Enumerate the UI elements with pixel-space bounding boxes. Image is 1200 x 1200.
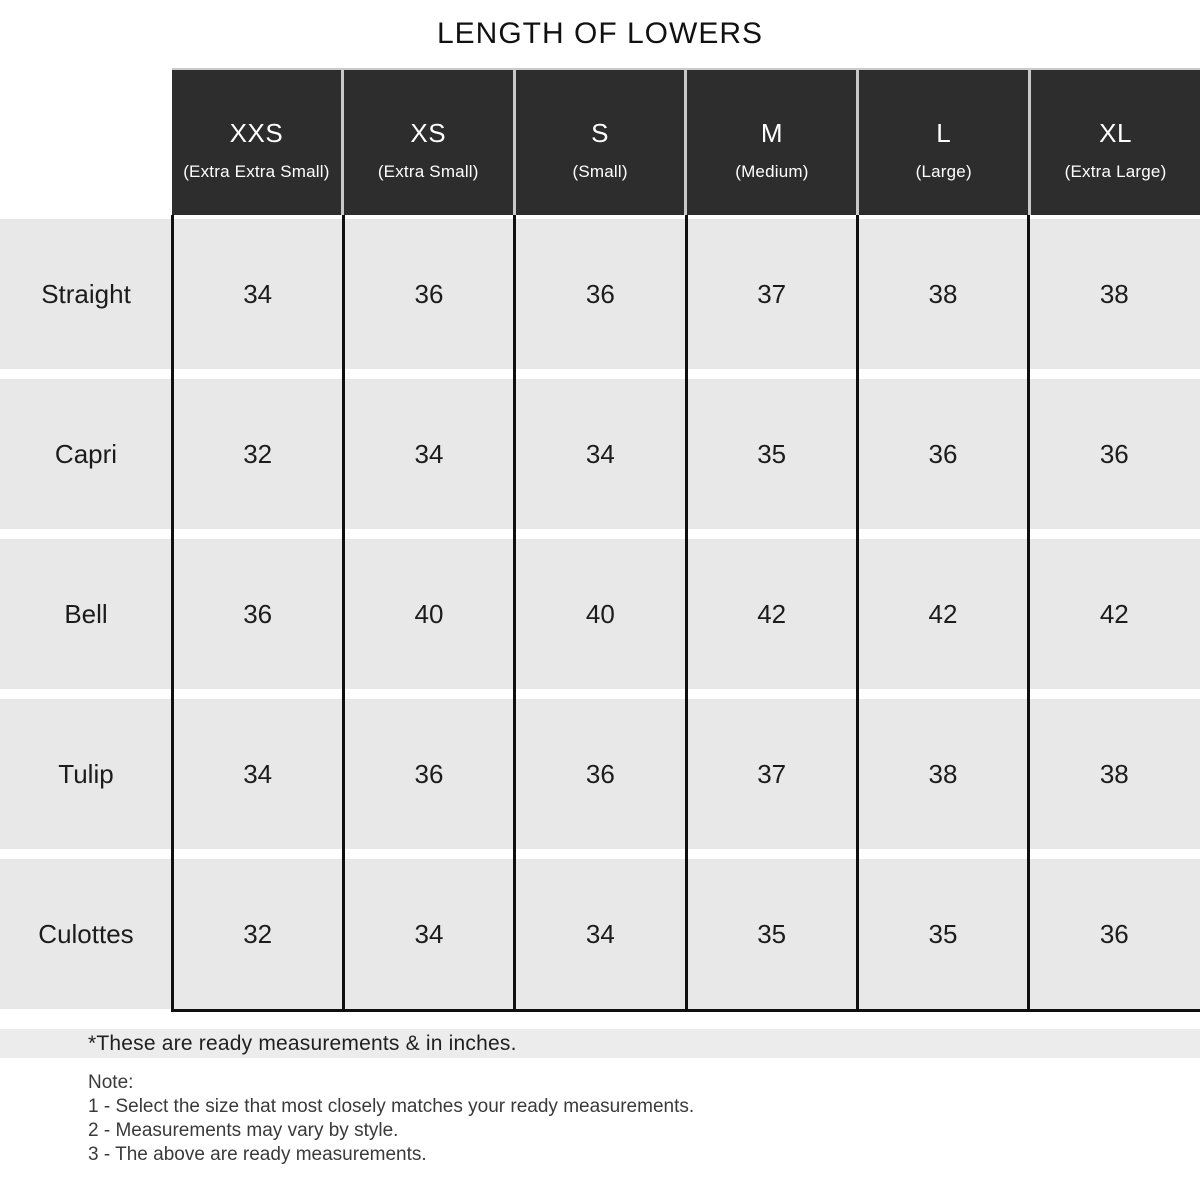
note-item: 2 - Measurements may vary by style. — [88, 1120, 399, 1141]
value-cell: 42 — [857, 539, 1028, 689]
column-divider — [171, 215, 174, 1012]
row-label-tulip: Tulip — [0, 699, 172, 849]
value-cell: 36 — [857, 379, 1028, 529]
value-cell: 36 — [1029, 859, 1200, 1009]
size-code: L — [936, 117, 952, 148]
size-code: XXS — [229, 117, 284, 148]
size-code: XL — [1099, 117, 1132, 148]
value-cell: 34 — [515, 379, 686, 529]
size-header-m — [687, 70, 856, 215]
value-cell: 36 — [343, 699, 514, 849]
value-cell: 37 — [686, 699, 857, 849]
value-cell: 42 — [686, 539, 857, 689]
row-label-culottes: Culottes — [0, 859, 172, 1009]
value-cell: 34 — [515, 859, 686, 1009]
value-cell: 36 — [515, 699, 686, 849]
row-label-bell: Bell — [0, 539, 172, 689]
size-header-content — [916, 118, 972, 182]
size-full-name: (Extra Small) — [377, 161, 479, 181]
size-code: S — [591, 117, 609, 148]
footnote-text: *These are ready measurements & in inches. — [88, 1031, 517, 1055]
value-cell: 42 — [1029, 539, 1200, 689]
note-item: 3 - The above are ready measurements. — [88, 1144, 427, 1165]
value-cell: 38 — [857, 699, 1028, 849]
size-code: M — [760, 117, 783, 148]
column-divider — [1027, 215, 1030, 1012]
column-divider — [342, 215, 345, 1012]
value-cell: 36 — [1029, 379, 1200, 529]
size-full-name: (Extra Extra Small) — [183, 161, 330, 181]
table-row-tulip — [0, 699, 1200, 849]
table-row-straight — [0, 219, 1200, 369]
note-item: 1 - Select the size that most closely matches your ready measurements. — [88, 1096, 695, 1117]
size-code: XS — [410, 117, 447, 148]
size-header-row — [172, 68, 1200, 215]
size-header-xs — [344, 70, 513, 215]
column-divider — [685, 215, 688, 1012]
size-full-name: (Small) — [572, 161, 628, 181]
value-cell: 34 — [172, 699, 343, 849]
value-cell: 32 — [172, 859, 343, 1009]
table-row-bell — [0, 539, 1200, 689]
size-header-content — [1065, 118, 1167, 182]
page-title: LENGTH OF LOWERS — [436, 17, 764, 50]
value-cell: 37 — [686, 219, 857, 369]
notes-heading: Note: — [88, 1072, 134, 1093]
value-cell: 40 — [343, 539, 514, 689]
table-body — [0, 219, 1200, 1009]
notes-block — [88, 1070, 1200, 1167]
size-header-xl — [1031, 70, 1200, 215]
value-cell: 32 — [172, 379, 343, 529]
size-header-s — [516, 70, 685, 215]
value-cell: 34 — [343, 859, 514, 1009]
size-header-content — [572, 118, 627, 182]
size-header-content — [378, 118, 479, 182]
value-cell: 36 — [343, 219, 514, 369]
value-cell: 34 — [343, 379, 514, 529]
column-divider — [856, 215, 859, 1012]
table-bottom-border — [171, 1009, 1200, 1012]
value-cell: 36 — [172, 539, 343, 689]
size-header-xxs — [172, 70, 341, 215]
size-full-name: (Extra Large) — [1064, 161, 1167, 181]
value-cell: 38 — [1029, 699, 1200, 849]
column-divider — [513, 215, 516, 1012]
value-cell: 38 — [857, 219, 1028, 369]
table-row-culottes — [0, 859, 1200, 1009]
size-chart-table — [0, 68, 1200, 1012]
footnote-strip — [0, 1029, 1200, 1058]
value-cell: 34 — [172, 219, 343, 369]
size-full-name: (Large) — [915, 161, 972, 181]
row-label-straight: Straight — [0, 219, 172, 369]
value-cell: 35 — [857, 859, 1028, 1009]
value-cell: 35 — [686, 379, 857, 529]
value-cell: 40 — [515, 539, 686, 689]
size-header-content — [183, 118, 329, 182]
value-cell: 35 — [686, 859, 857, 1009]
size-header-l — [859, 70, 1028, 215]
table-row-capri — [0, 379, 1200, 529]
size-full-name: (Medium) — [735, 161, 809, 181]
row-label-capri: Capri — [0, 379, 172, 529]
size-header-content — [735, 118, 808, 182]
value-cell: 36 — [515, 219, 686, 369]
value-cell: 38 — [1029, 219, 1200, 369]
